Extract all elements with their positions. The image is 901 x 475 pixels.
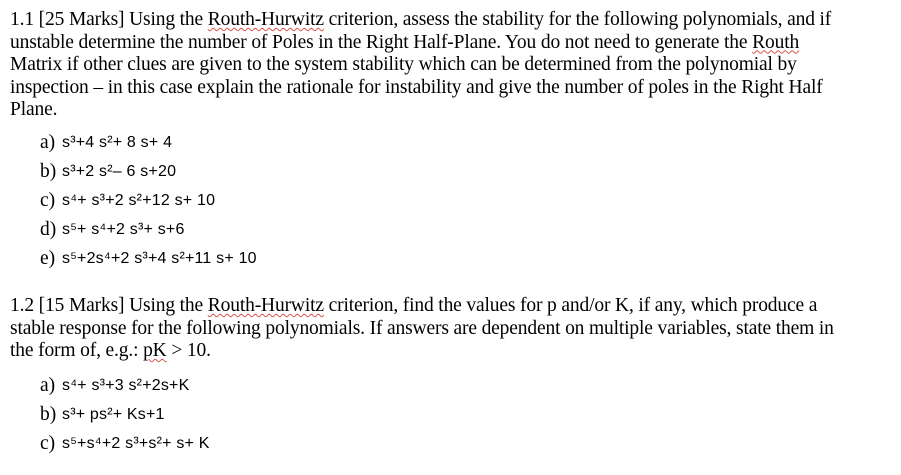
- spellcheck-word: Routh-Hurwitz: [207, 295, 324, 316]
- polynomial: s⁴+ s³+2 s²+12 s+ 10: [62, 192, 216, 209]
- list-item: [40, 125, 257, 154]
- polynomial: s⁴+ s³+3 s²+2s+K: [62, 377, 190, 394]
- item-letter: d): [40, 219, 57, 240]
- item-letter: b): [40, 404, 57, 425]
- question-1-2-text: [10, 295, 850, 363]
- question-text-part: > 10.: [166, 340, 211, 362]
- list-item: [40, 368, 210, 397]
- question-text-part: Matrix if other clues are given to the system stability which can be determined from the polynomial by inspection – in this case explain the rationale for instability and give the number of poles in the Right Half Plane.: [10, 54, 823, 121]
- item-letter: a): [40, 375, 56, 396]
- list-item: [40, 183, 257, 212]
- list-item: [40, 212, 257, 241]
- question-number: 1.2: [10, 295, 34, 316]
- polynomial: s³+2 s²– 6 s+20: [62, 163, 177, 180]
- question-text-part: Using the: [124, 9, 208, 30]
- item-letter: c): [40, 190, 56, 211]
- marks-label: [15 Marks]: [38, 295, 125, 316]
- polynomial-list-1-2: [40, 368, 210, 455]
- item-letter: b): [40, 161, 57, 182]
- marks-label: [25 Marks]: [38, 9, 125, 30]
- polynomial: s³+ ps²+ Ks+1: [62, 406, 165, 423]
- polynomial: s⁵+2s⁴+2 s³+4 s²+11 s+ 10: [62, 250, 257, 267]
- question-number: 1.1: [10, 9, 34, 30]
- list-item: [40, 397, 210, 426]
- spellcheck-word: pK: [143, 340, 167, 362]
- list-item: [40, 154, 257, 183]
- item-letter: c): [40, 433, 56, 454]
- spellcheck-word: Routh-Hurwitz: [207, 9, 324, 30]
- question-text-part: Using the: [124, 295, 208, 316]
- list-item: [40, 426, 210, 455]
- polynomial: s⁵+ s⁴+2 s³+ s+6: [62, 221, 185, 238]
- question-1-1-text: [10, 9, 850, 122]
- polynomial: s³+4 s²+ 8 s+ 4: [62, 134, 173, 151]
- item-letter: e): [40, 248, 56, 269]
- list-item: [40, 241, 257, 270]
- spellcheck-word: Routh: [752, 31, 800, 53]
- question-text-part: criterion, find the values for p and/or K, if any, which produce a stable response for the following polynomials. If answers are dependent on multiple variables, state them in the form of, e.g.:: [10, 295, 834, 362]
- polynomial-list-1-1: [40, 125, 257, 270]
- question-text-part: criterion, assess the stability for the following polynomials, and if unstable determine the number of Poles in the Right Half-Plane. You do not need to generate the: [10, 9, 832, 53]
- polynomial: s⁵+s⁴+2 s³+s²+ s+ K: [62, 435, 210, 452]
- item-letter: a): [40, 132, 56, 153]
